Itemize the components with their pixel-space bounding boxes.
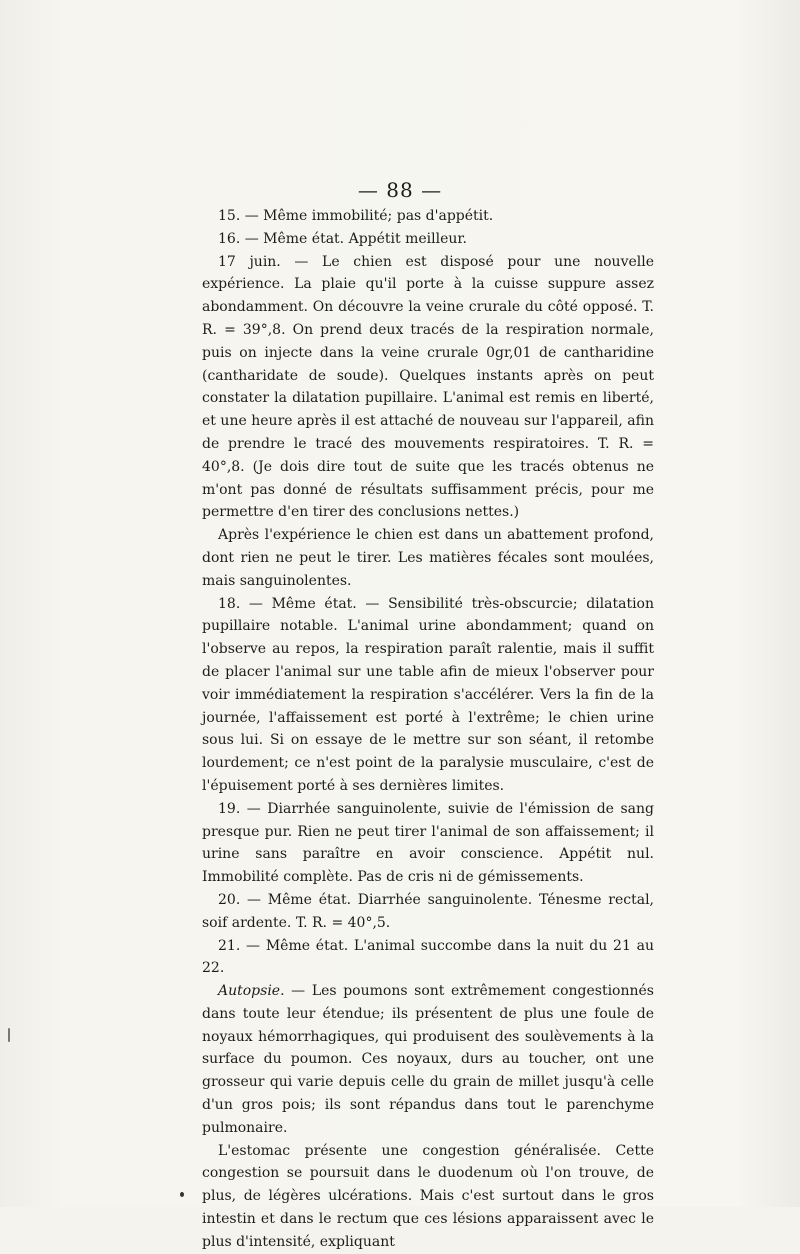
paragraph-18: 18. — Même état. — Sensibilité très-obscurcie; dilatation pupillaire notable. L'animal urine abondamment; quand on l'observe au repos, la respiration paraît ralentie, mais il suffit de placer l'animal sur une table afin de mieux l'observer pour voir immédiatement la respiration s'accélérer. Vers la fin de la journée, l'affaissement est porté à l'extrême; le chien urine sous lui. Si on essaye de le mettre sur son séant, il retombe lourdement; ce n'est point de la paralysie musculaire, c'est de l'épuisement porté à ses dernières limites. [202,595,654,794]
autopsie-text: — Les poumons sont extrêmement congestionnés dans toute leur étendue; ils présentent de plus une foule de noyaux hémorrhagiques, qui produisent des soulèvements à la surface du poumon. Ces noyaux, durs au toucher, ont une grosseur qui varie depuis celle du grain de millet jusqu'à celle d'un gros pois; ils sont répandus dans tout le parenchyme pulmonaire. [202,983,654,1136]
paragraph-17-juin: 17 juin. — Le chien est disposé pour une nouvelle expérience. La plaie qu'il porte à la cuisse suppure assez abondamment. On découvre la veine crurale du côté opposé. T. R. = 39°,8. On prend deux tracés de la respiration normale, puis on injecte dans la veine crurale 0gr,01 de cantharidine (cantharidate de soude). Quelques instants après on peut constater la dilatation pupillaire. L'animal est remis en liberté, et une heure après il est attaché de nouveau sur l'appareil, afin de prendre le tracé des mouvements respiratoires. T. R. = 40°,8. (Je dois dire tout de suite que les tracés obtenus ne m'ont pas donné de résultats suffisamment précis, pour me permettre d'en tirer des conclusions nettes.) [202,253,654,521]
paragraph-20: 20. — Même état. Diarrhée sanguinolente. Ténesme rectal, soif ardente. T. R. = 40°,5. [202,891,654,931]
paragraph-19: 19. — Diarrhée sanguinolente, suivie de l'émission de sang presque pur. Rien ne peut tirer l'animal de son affaissement; il urine sans paraître en avoir conscience. Appétit nul. Immobilité complète. Pas de cris ni de gémissements. [202,800,654,886]
autopsie-heading: Autopsie. [218,983,285,1000]
body-text [202,205,654,1254]
paragraph-autopsie [202,980,654,1140]
paragraph-16: 16. — Même état. Appétit meilleur. [218,230,467,247]
ink-speck [8,1028,10,1042]
paragraph-15: 15. — Même immobilité; pas d'appétit. [218,208,494,224]
page-number: — 88 — [357,178,443,202]
paragraph-apres-experience: Après l'expérience le chien est dans un abattement profond, dont rien ne peut le tirer. Les matières fécales sont moulées, mais sanguinolentes. [202,527,654,589]
paragraph-21: 21. — Même état. L'animal succombe dans la nuit du 21 au 22. [202,937,654,977]
ink-speck [180,1192,184,1197]
paragraph-estomac: L'estomac présente une congestion généralisée. Cette congestion se poursuit dans le duodenum où l'on trouve, de plus, de légères ulcérations. Mais c'est surtout dans le gros intestin et dans le rectum que ces lésions apparaissent avec le plus d'intensité, expliquant [202,1142,654,1250]
